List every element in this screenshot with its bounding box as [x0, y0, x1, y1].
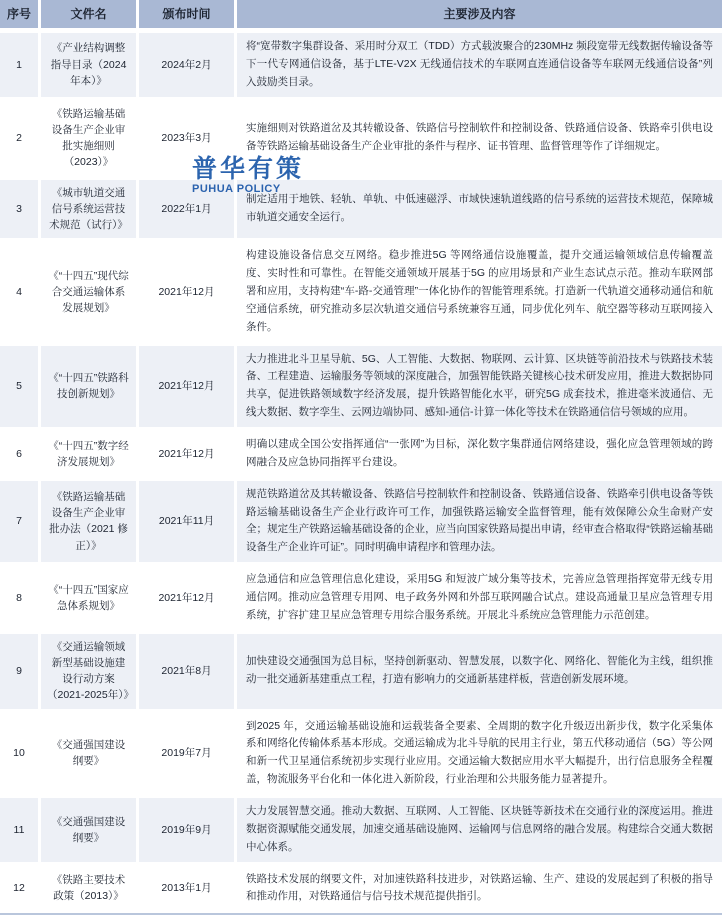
main-content-cell: 规范铁路道岔及其转辙设备、铁路信号控制软件和控制设备、铁路通信设备、铁路牵引供电设备等铁路运输基础设备生产企业行政许可工作，加强铁路运输安全监督管理，能有效保障公众生命财产安全；规定生产铁路运输基础设备的企业，应当向国家铁路局提出申请，经审查合格取得“铁路运输基础设备生产企业许可证”。同时明确申请程序和管理办法。 [237, 481, 722, 562]
table-row [0, 798, 722, 862]
row-number-cell: 1 [0, 33, 38, 97]
file-name-cell: 《“十四五”数字经济发展规划》 [41, 431, 136, 477]
file-name-cell: 《产业结构调整指导目录（2024 年本）》 [41, 33, 136, 97]
main-content-cell: 制定适用于地铁、轻轨、单轨、中低速磁浮、市域快速轨道线路的信号系统的运营技术规范，保障城市轨道交通安全运行。 [237, 180, 722, 239]
main-content-cell: 实施细则对铁路道岔及其转辙设备、铁路信号控制软件和控制设备、铁路通信设备、铁路牵引供电设备等铁路运输基础设备生产企业审批的条件与程序、证书管理、监督管理等作了详细规定。 [237, 101, 722, 176]
row-number-cell: 3 [0, 180, 38, 239]
row-number-cell: 2 [0, 101, 38, 176]
table-row [0, 634, 722, 709]
table-row [0, 33, 722, 97]
table-row [0, 481, 722, 562]
issue-date-cell: 2021年8月 [139, 634, 234, 709]
main-content-cell: 应急通信和应急管理信息化建设，采用5G 和短波广域分集等技术，完善应急管理指挥宽带无线专用通信网。推动应急管理专用网、电子政务外网和外部互联网融合试点。建设高通量卫星应急管理专用系统，扩容扩建卫星应急管理专用综合服务系统。开展北斗系统应急管理能力示范创建。 [237, 566, 722, 630]
file-name-cell: 《“十四五”铁路科技创新规划》 [41, 346, 136, 427]
issue-date-cell: 2019年7月 [139, 713, 234, 794]
row-number-cell: 9 [0, 634, 38, 709]
file-name-cell: 《铁路运输基础设备生产企业审批办法（2021 修正）》 [41, 481, 136, 562]
main-content-cell: 明确以建成全国公安指挥通信“一张网”为目标，深化数字集群通信网络建设，强化应急管理领域的跨网融合及应急协同指挥平台建设。 [237, 431, 722, 477]
table-row [0, 713, 722, 794]
watermark-chinese-logo: 普华有策 [192, 155, 305, 183]
issue-date-cell: 2024年2月 [139, 33, 234, 97]
file-name-cell: 《铁路运输基础设备生产企业审批实施细则（2023）》 [41, 101, 136, 176]
main-content-cell: 构建设施设备信息交互网络。稳步推进5G 等网络通信设施覆盖，提升交通运输领域信息传输覆盖度、实时性和可靠性。在智能交通领域开展基于5G 的应用场景和产业生态试点示范。推动车联网部署和应用，支持构建“车-路-交通管理”一体化协作的智能管理系统。打造新一代轨道交通移动通信和航空通信系统，研究推动多层次轨道交通信号系统兼容互通，同步优化列车、航空器等移动互联网接入条件。 [237, 242, 722, 341]
table-row [0, 866, 722, 912]
file-name-cell: 《城市轨道交通信号系统运营技术规范（试行）》 [41, 180, 136, 239]
table-row [0, 566, 722, 630]
issue-date-cell: 2021年12月 [139, 431, 234, 477]
row-number-cell: 5 [0, 346, 38, 427]
row-number-cell: 7 [0, 481, 38, 562]
issue-date-cell: 2022年1月 [139, 180, 234, 239]
row-number-cell: 8 [0, 566, 38, 630]
main-content-cell: 铁路技术发展的纲要文件，对加速铁路科技进步，对铁路运输、生产、建设的发展起到了积极的指导和推动作用，对铁路通信与信号技术规范提供指引。 [237, 866, 722, 912]
main-content-cell: 大力推进北斗卫星导航、5G、人工智能、大数据、物联网、云计算、区块链等前沿技术与铁路技术装备、工程建造、运输服务等领域的深度融合，加强智能铁路关键核心技术研发应用，推进大数据协同共享，促进铁路领域数字经济发展，提升铁路智能化水平，研究5G 成套技术，推进毫米波通信、无线大数据、数字孪生、云网边端协同、感知-通信-计算一体化等技术在铁路通信信号领域的应用。 [237, 346, 722, 427]
header-cell-content: 主要涉及内容 [237, 0, 722, 28]
row-number-cell: 11 [0, 798, 38, 862]
main-content-cell: 加快建设交通强国为总目标，坚持创新驱动、智慧发展，以数字化、网络化、智能化为主线，组织推动一批交通新基建重点工程，打造有影响力的交通新基建样板，营造创新发展环境。 [237, 634, 722, 709]
issue-date-cell: 2021年12月 [139, 242, 234, 341]
table-body [0, 33, 722, 911]
file-name-cell: 《铁路主要技术政策（2013）》 [41, 866, 136, 912]
table-row [0, 346, 722, 427]
main-content-cell: 将“宽带数字集群设备、采用时分双工（TDD）方式载波聚合的230MHz 频段宽带无线数据传输设备等下一代专网通信设备，基于LTE-V2X 无线通信技术的车联网直连通信设备等车联网无线通信设备”列入鼓励类目录。 [237, 33, 722, 97]
issue-date-cell: 2021年12月 [139, 566, 234, 630]
issue-date-cell: 2021年11月 [139, 481, 234, 562]
main-content-cell: 到2025 年，交通运输基础设施和运载装备全要素、全周期的数字化升级迈出新步伐，数字化采集体系和网络化传输体系基本形成。交通运输成为北斗导航的民用主行业，第五代移动通信（5G）等公网和新一代卫星通信系统初步实现行业应用。交通运输大数据应用水平大幅提升，出行信息服务全程覆盖，物流服务平台化和一体化进入新阶段，行业治理和公共服务能力显著提升。 [237, 713, 722, 794]
table-header-row [0, 0, 722, 28]
main-content-cell: 大力发展智慧交通。推动大数据、互联网、人工智能、区块链等新技术在交通行业的深度运用。推进数据资源赋能交通发展，加速交通基础设施网、运输网与信息网络的融合发展。构建综合交通大数据中心体系。 [237, 798, 722, 862]
row-number-cell: 10 [0, 713, 38, 794]
table-row [0, 180, 722, 239]
file-name-cell: 《“十四五”国家应急体系规划》 [41, 566, 136, 630]
table-row [0, 101, 722, 176]
header-cell-filename: 文件名 [41, 0, 136, 28]
row-number-cell: 6 [0, 431, 38, 477]
row-number-cell: 12 [0, 866, 38, 912]
row-number-cell: 4 [0, 242, 38, 341]
issue-date-cell: 2019年9月 [139, 798, 234, 862]
file-name-cell: 《交通强国建设纲要》 [41, 798, 136, 862]
watermark-english-logo: PUHUA POLICY [192, 183, 281, 196]
issue-date-cell: 2013年1月 [139, 866, 234, 912]
header-cell-no: 序号 [0, 0, 38, 28]
file-name-cell: 《交通强国建设纲要》 [41, 713, 136, 794]
header-cell-date: 颁布时间 [139, 0, 234, 28]
issue-date-cell: 2021年12月 [139, 346, 234, 427]
file-name-cell: 《交通运输领域新型基础设施建设行动方案（2021-2025年）》 [41, 634, 136, 709]
table-row [0, 242, 722, 341]
issue-date-cell: 2023年3月 [139, 101, 234, 176]
file-name-cell: 《“十四五”现代综合交通运输体系发展规划》 [41, 242, 136, 341]
table-row [0, 431, 722, 477]
